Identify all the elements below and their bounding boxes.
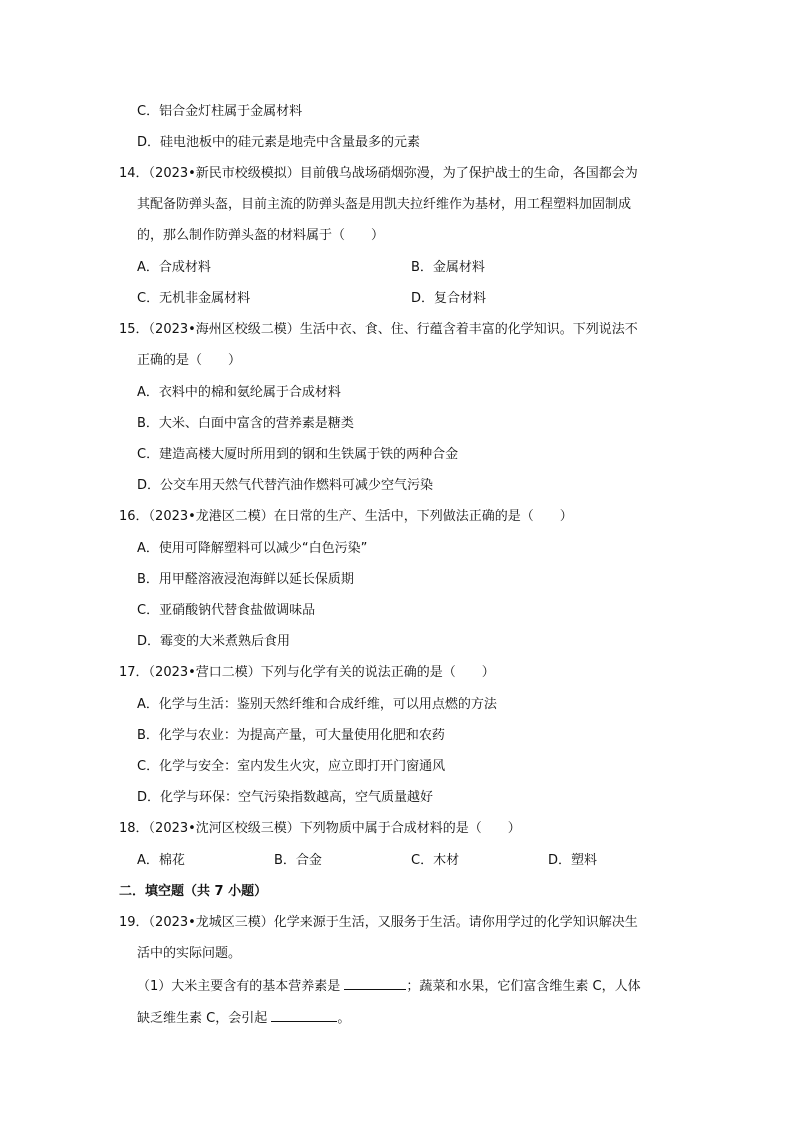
question-19-line-1: 19．（2023•龙城区三模）化学来源于生活，又服务于生活。请你用学过的化学知识解决生 <box>119 915 638 930</box>
question-14-option-c: C．无机非金属材料 <box>137 291 251 306</box>
question-13-option-d: D．硅电池板中的硅元素是地壳中含量最多的元素 <box>137 135 421 150</box>
question-15-line-1: 15．（2023•海州区校级二模）生活中衣、食、住、行蕴含着丰富的化学知识。下列说法不 <box>119 322 638 337</box>
question-19-part-1-prompt-2: 缺乏维生素 C，会引起 <box>137 1011 272 1026</box>
question-18-option-d: D．塑料 <box>548 853 598 868</box>
answer-blank-2[interactable] <box>271 1009 337 1022</box>
question-17-option-b: B．化学与农业：为提高产量，可大量使用化肥和农药 <box>137 728 445 743</box>
question-14-option-d: D．复合材料 <box>411 291 487 306</box>
question-15-option-b: B．大米、白面中富含的营养素是糖类 <box>137 416 354 431</box>
question-16-line-1: 16．（2023•龙港区二模）在日常的生产、生活中，下列做法正确的是（ ） <box>119 509 573 524</box>
question-17-option-a: A．化学与生活：鉴别天然纤维和合成纤维，可以用点燃的方法 <box>137 697 497 712</box>
question-18-line-1: 18．（2023•沈河区校级三模）下列物质中属于合成材料的是（ ） <box>119 821 521 836</box>
question-15-option-a: A．衣料中的棉和氨纶属于合成材料 <box>137 385 341 400</box>
question-16-option-b: B．用甲醛溶液浸泡海鲜以延长保质期 <box>137 572 354 587</box>
question-18-option-b: B．合金 <box>274 853 322 868</box>
question-14-line-3: 的，那么制作防弹头盔的材料属于（ ） <box>137 228 385 243</box>
question-19-part-1-prompt: （1）大米主要含有的基本营养素是 <box>137 979 345 994</box>
question-14-line-2: 其配备防弹头盔，目前主流的防弹头盔是用凯夫拉纤维作为基材，用工程塑料加固制成 <box>137 197 632 212</box>
question-19-part-1-line-2 <box>137 1009 350 1027</box>
question-15-option-d: D．公交车用天然气代替汽油作燃料可减少空气污染 <box>137 478 434 493</box>
question-16-option-a: A．使用可降解塑料可以减少“白色污染” <box>137 541 368 556</box>
question-15-option-c: C．建造高楼大厦时所用到的钢和生铁属于铁的两种合金 <box>137 447 459 462</box>
question-17-option-d: D．化学与环保：空气污染指数越高，空气质量越好 <box>137 790 434 805</box>
question-19-line-2: 活中的实际问题。 <box>137 946 242 961</box>
question-16-option-c: C．亚硝酸钠代替食盐做调味品 <box>137 603 316 618</box>
question-19-part-1-continuation: ；蔬菜和水果，它们富含维生素 C，人体 <box>406 979 641 994</box>
question-19-part-1-line-1 <box>137 977 641 995</box>
question-17-line-1: 17．（2023•营口二模）下列与化学有关的说法正确的是（ ） <box>119 665 495 680</box>
answer-blank-1[interactable] <box>344 977 406 990</box>
question-15-line-2: 正确的是（ ） <box>137 353 242 368</box>
question-16-option-d: D．霉变的大米煮熟后食用 <box>137 634 291 649</box>
question-13-option-c: C．铝合金灯柱属于金属材料 <box>137 104 303 119</box>
question-19-part-1-end: 。 <box>337 1011 351 1026</box>
question-18-option-a: A．棉花 <box>137 853 185 868</box>
section-heading-fill-in: 二．填空题（共 7 小题） <box>119 884 268 899</box>
question-14-option-a: A．合成材料 <box>137 260 211 275</box>
question-14-line-1: 14．（2023•新民市校级模拟）目前俄乌战场硝烟弥漫，为了保护战士的生命，各国都会为 <box>119 166 638 181</box>
question-18-option-c: C．木材 <box>411 853 460 868</box>
question-17-option-c: C．化学与安全：室内发生火灾，应立即打开门窗通风 <box>137 759 446 774</box>
question-14-option-b: B．金属材料 <box>411 260 485 275</box>
